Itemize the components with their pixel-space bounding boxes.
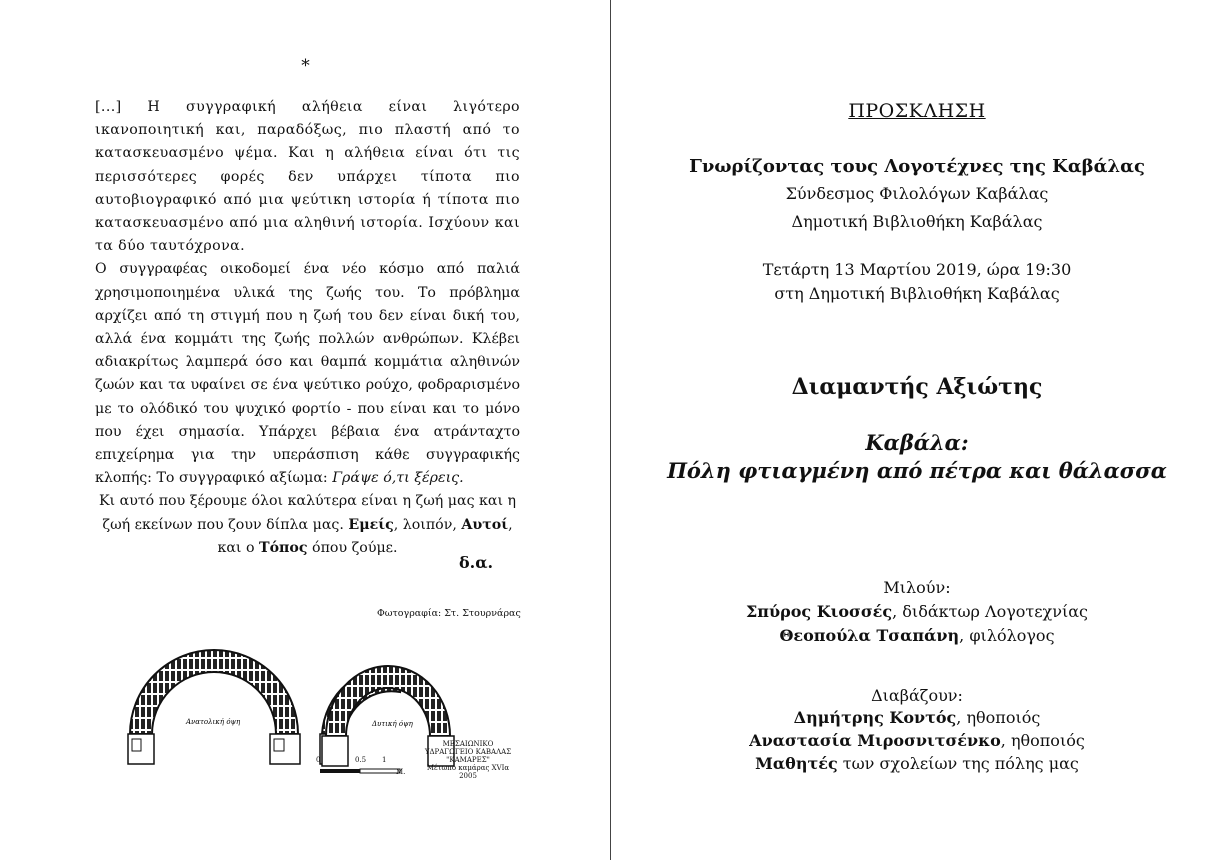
- p3-text-4: όπου ζούμε.: [307, 539, 398, 556]
- organizer-2: Δημοτική Βιβλιοθήκη Καβάλας: [791, 212, 1043, 231]
- scale-label-0: 0: [316, 756, 321, 764]
- book-title-line-1: Καβάλα:: [865, 430, 969, 455]
- right-arch-full: [316, 626, 506, 746]
- event-date: Τετάρτη 13 Μαρτίου 2019, ώρα 19:30: [762, 260, 1072, 279]
- scale-bar: [318, 762, 404, 781]
- series-title: Γνωρίζοντας τους Λογοτέχνες της Καβάλας: [689, 156, 1145, 177]
- left-arch: [128, 650, 300, 764]
- axiom-italic: Γράψε ό,τι ξέρεις.: [332, 470, 464, 487]
- p3-text-2: , λοιπόν,: [393, 516, 462, 533]
- caption-line-1: ΜΕΣΑΙΩΝΙΚΟ: [442, 740, 494, 748]
- caption-line-3: Μέτωπο καμάρας XVIα: [426, 764, 510, 772]
- arch-left-label: Ανατολική όψη: [186, 718, 241, 726]
- essay-paragraph-2: [95, 258, 520, 490]
- speaker-1: [612, 602, 1222, 621]
- essay-paragraph-3: [95, 490, 520, 560]
- speaker-2-role: , φιλόλογος: [959, 626, 1055, 645]
- drawing-caption: [408, 740, 528, 780]
- organizer-1: Σύνδεσμος Φιλολόγων Καβάλας: [785, 184, 1049, 203]
- reader-3: [612, 754, 1222, 773]
- p3-text-3: , και ο: [217, 516, 513, 556]
- scale-label-mid: 0.5: [355, 756, 367, 764]
- arch-right-label: Δυτική όψη: [372, 720, 413, 728]
- event-venue: στη Δημοτική Βιβλιοθήκη Καβάλας: [774, 284, 1060, 303]
- p3-bold-emeis: Εμείς: [348, 516, 394, 533]
- essay-paragraph-1: [...] Η συγγραφική αλήθεια είναι λιγότερο ικανοποιητική και, παραδόξως, πιο πλαστή από το κατασκευασμένο ψέμα. Και η αλήθεια είναι ότι τις περισσότερες φορές δεν υπάρχει τίποτα πιο αυτοβιογραφικό από μια ψεύτικη ιστορία ή τίποτα πιο κατασκευασμένο από μια αληθινή ιστορία. Ισχύουν και τα δύο ταυτόχρονα.: [95, 99, 520, 255]
- paragraph-2-text: Ο συγγραφέας οικοδομεί ένα νέο κόσμο από παλιά χρησιμοποιημένα υλικά της ζωής του. Το πρόβλημα αρχίζει από τη στιγμή που η ζωή του δεν είναι δική του, αλλά ένα κομμάτι της ζωής πολλών ανθρώπων. Κλέβει αδιακρίτως λαμπερά όσο και θαμπά κομμάτια αληθινών ζωών και τα υφαίνει σε ένα ψεύτικο ρούχο, φοδραρισμένο με το ολόδικό του ψυχικό φορτίο - που είναι και το μόνο που έχει σημασία. Υπάρχει βέβαια ένα ατράνταχτο επιχείρημα για την υπεράσπιση κάθε συγγραφικής κλοπής: Το συγγραφικό αξίωμα:: [95, 261, 520, 487]
- speakers-label: Μιλούν:: [883, 578, 951, 597]
- scale-unit: Μ.: [396, 768, 406, 776]
- speaker-1-name: Σπύρος Κιοσσές: [745, 602, 893, 621]
- reader-1: [612, 708, 1222, 727]
- reader-1-role: , ηθοποιός: [956, 708, 1041, 727]
- caption-line-4: 2005: [459, 772, 477, 780]
- speaker-2-name: Θεοπούλα Τσαπάνη: [779, 626, 960, 645]
- invitation-heading: ΠΡΟΣΚΛΗΣΗ: [848, 100, 986, 122]
- speaker-1-role: , διδάκτωρ Λογοτεχνίας: [892, 602, 1089, 621]
- caption-line-2: ΥΔΡΑΓΩΓΕΙΟ ΚΑΒΑΛΑΣ "ΚΑΜΑΡΕΣ": [424, 748, 512, 764]
- reader-3-role: των σχολείων της πόλης μας: [837, 754, 1079, 773]
- reader-3-name: Μαθητές: [755, 754, 838, 773]
- book-title-line-2: Πόλη φτιαγμένη από πέτρα και θάλασσα: [667, 458, 1167, 483]
- photo-credit: Φωτογραφία: Στ. Στουρνάρας: [377, 608, 521, 619]
- scale-bar-graphic: [318, 765, 404, 777]
- p3-bold-aftoi: Αυτοί: [461, 516, 509, 533]
- speaker-2: [612, 626, 1222, 645]
- right-page: [612, 0, 1222, 860]
- asterisk-ornament: *: [301, 56, 310, 76]
- readers-label: Διαβάζουν:: [871, 686, 963, 705]
- page-divider: [610, 0, 611, 860]
- author-name: Διαμαντής Αξιώτης: [791, 374, 1043, 400]
- essay-text: [95, 96, 520, 560]
- p3-text-1: Κι αυτό που ξέρουμε όλοι καλύτερα είναι η ζωή μας και η ζωή εκείνων που ζουν δίπλα μας.: [98, 493, 517, 533]
- p3-bold-topos: Τόπος: [259, 539, 308, 556]
- scale-label-1: 1: [382, 756, 387, 764]
- reader-2-name: Αναστασία Μιροσνιτσένκο: [749, 731, 1001, 750]
- reader-2-role: , ηθοποιός: [1000, 731, 1085, 750]
- reader-2: [612, 731, 1222, 750]
- signature: δ.α.: [459, 553, 494, 572]
- reader-1-name: Δημήτρης Κοντός: [793, 708, 957, 727]
